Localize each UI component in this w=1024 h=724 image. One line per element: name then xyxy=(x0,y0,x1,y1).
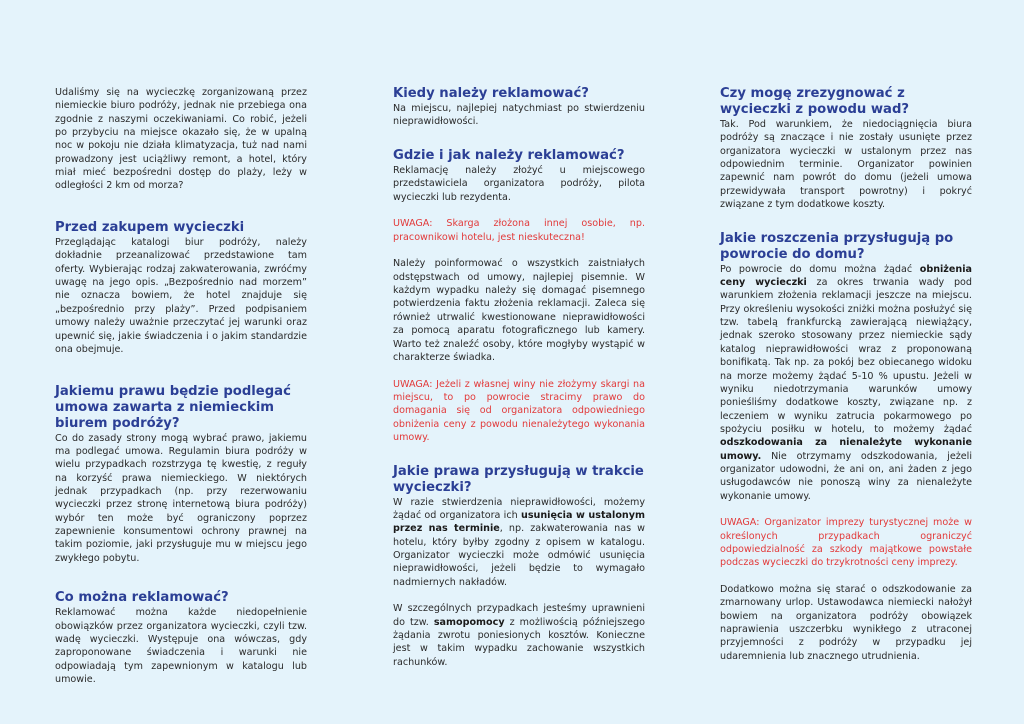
heading-claims-after-return: Jakie roszczenia przysługują po powrocie do domu? xyxy=(720,230,954,262)
intro-paragraph: Udaliśmy się na wycieczkę zorganizowaną przez niemieckie biuro podróży, jednak nie przebiega ona zgodnie z naszymi oczekiwaniami. Co robić, jeżeli po przybyciu na miejsce okazało się, że w upalną noc w pokoju nie działa klimatyzacja, tuż nad nami prowadzony jest uciążliwy remont, a hotel, który miał mieć bezpośredni dostęp do plaży, leży w odległości 2 km od morza? xyxy=(55,87,307,192)
before-purchase-text: Przeglądając katalogi biur podróży, należy dokładnie przeanalizować przedstawione tam oferty. Wybierając rodzaj zakwaterowania, zwróćmy uwagę na jego opis. „Bezpośrednio nad morzem” nie oznacza bowiem, że hotel znajduje się „bezpośrednio przy plaży”. Przed podpisaniem umowy należy uważnie przeczytać jej warunki oraz upewnić się, jakie świadczenia i o jakim standardzie ona obejmuje. xyxy=(55,237,307,355)
inform-paragraph: Należy poinformować o wszystkich zaistniałych odstępstwach od umowy, najlepiej pisemnie. W każdym wypadku należy się domagać pisemnego potwierdzenia faktu złożenia reklamacji. Zaleca się również utrwalić kwestionowane nieprawidłowości za pomocą aparatu fotograficznego lub kamery. Warto też znaleźć osoby, które mogłyby wystąpić w charakterze świadka. xyxy=(393,258,645,363)
claims-after-return-text: Po powrocie do domu można żądać obniżenia ceny wycieczki za okres trwania wady pod warunkiem złożenia reklamacji jeszcze na miejscu. Przy określeniu wysokości zniżki można posłużyć się tzw. tabelą frankfurcką zawierającą niewiążący, jednak szeroko stosowany przez niemieckie sądy katalog nieprawidłowości wraz z proponowaną bonifikatą. Tak np. za pokój bez obiecanego widoku na morze możemy żądać 5-10 % upustu. Jeżeli w wyniku niedotrzymania warunków umowy ponieśliśmy dodatkowe koszty, związane np. z leczeniem w wyniku zatrucia pokarmowego po spożyciu posiłku w hotelu, to możemy żądać odszkodowania za nienależyte wykonanie umowy. Nie otrzymamy odszkodowania, jeżeli organizator udowodni, że ani on, ani żaden z jego usługodawców nie ponoszą winy za nienależyte wykonanie umowy. xyxy=(720,263,972,502)
what-to-complain-text: Reklamować można każde niedopełnienie obowiązków przez organizatora wycieczki, czyli tzw. wadę wycieczki. Występuje ona wówczas, gdy zaproponowane świadczenia i warunki nie odpowiadają tym zapewnionym w katalogu lub umowie. xyxy=(55,607,307,686)
column-1 xyxy=(55,86,307,700)
warning-other-person: UWAGA: Skarga złożona innej osobie, np. pracownikowi hotelu, jest nieskuteczna! xyxy=(393,218,645,243)
cancel-trip-text: Tak. Pod warunkiem, że niedociągnięcia biura podróży są znaczące i nie zostały usunięte przez organizatora wycieczki w ustalonym przez nas odpowiednim terminie. Organizator powinien zapewnić nam powrót do domu (jeżeli umowa przewidywała transport powrotny) i pokryć związane z tym dodatkowe koszty. xyxy=(720,119,972,211)
wasted-holiday-text: Dodatkowo można się starać o odszkodowanie za zmarnowany urlop. Ustawodawca niemiecki nałożył bowiem na organizatora podróży obowiązek naprawienia uszczerbku wynikłego z utraconej przyjemności z podróży w przypadku jej udaremnienia lub znacznego utrudnienia. xyxy=(720,584,972,662)
heading-rights-during-trip: Jakie prawa przysługują w trakcie wycieczki? xyxy=(393,463,644,495)
column-2 xyxy=(393,86,645,682)
warning-own-fault: UWAGA: Jeżeli z własnej winy nie złożymy skargi na miejscu, to po powrocie stracimy prawo do domagania się od organizatora odpowiedniego obniżenia ceny z powodu nienależytego wykonania umowy. xyxy=(393,378,645,443)
heading-before-purchase: Przed zakupem wycieczki xyxy=(55,220,245,236)
rights-during-trip-text: W razie stwierdzenia nieprawidłowości, możemy żądać od organizatora ich usunięcia w ustalonym przez nas terminie, np. zakwaterowania nas w hotelu, który byłby zgodny z opisem w katalogu. Organizator wycieczki może odmówić usunięcia nieprawidłowości, jeżeli będzie to wymagało nadmiernych nakładów. xyxy=(393,496,646,588)
heading-where-how-complain: Gdzie i jak należy reklamować? xyxy=(393,148,625,164)
self-help-text: W szczególnych przypadkach jesteśmy uprawnieni do tzw. samopomocy z możliwością późniejszego żądania zwrotu poniesionych kosztów. Konieczne jest w takim wypadku zachowanie wszystkich rachunków. xyxy=(393,603,645,668)
where-how-complain-text: Reklamację należy złożyć u miejscowego przedstawiciela organizatora podróży, pilota wycieczki lub rezydenta. xyxy=(393,165,645,203)
heading-cancel-trip: Czy mogę zrezygnować z wycieczki z powodu wad? xyxy=(720,86,910,117)
heading-applicable-law: Jakiemu prawu będzie podlegać umowa zawarta z niemieckim biurem podróży? xyxy=(55,383,291,431)
warning-liability-limit: UWAGA: Organizator imprezy turystycznej może w określonych przypadkach ograniczyć odpowiedzialność za szkody majątkowe powstałe podczas wycieczki do trzykrotności ceny imprezy. xyxy=(720,517,972,569)
when-to-complain-text: Na miejscu, najlepiej natychmiast po stwierdzeniu nieprawidłowości. xyxy=(393,103,645,128)
heading-what-to-complain: Co można reklamować? xyxy=(55,590,229,606)
applicable-law-text: Co do zasady strony mogą wybrać prawo, jakiemu ma podlegać umowa. Regulamin biura podróży w wielu przypadkach rozstrzyga tę kwestię, z reguły na korzyść prawa niemieckiego. W niektórych jednak przypadkach (np. przy rezerwowaniu wycieczki przez stronę internetową biura podróży) wybór ten może być ograniczony poprzez zapewnienie konsumentowi ochrony prawnej na takim poziomie, jaki przysługuje mu w miejscu jego zwykłego pobytu. xyxy=(55,432,307,564)
column-3 xyxy=(720,86,972,676)
heading-when-to-complain: Kiedy należy reklamować? xyxy=(393,86,589,101)
